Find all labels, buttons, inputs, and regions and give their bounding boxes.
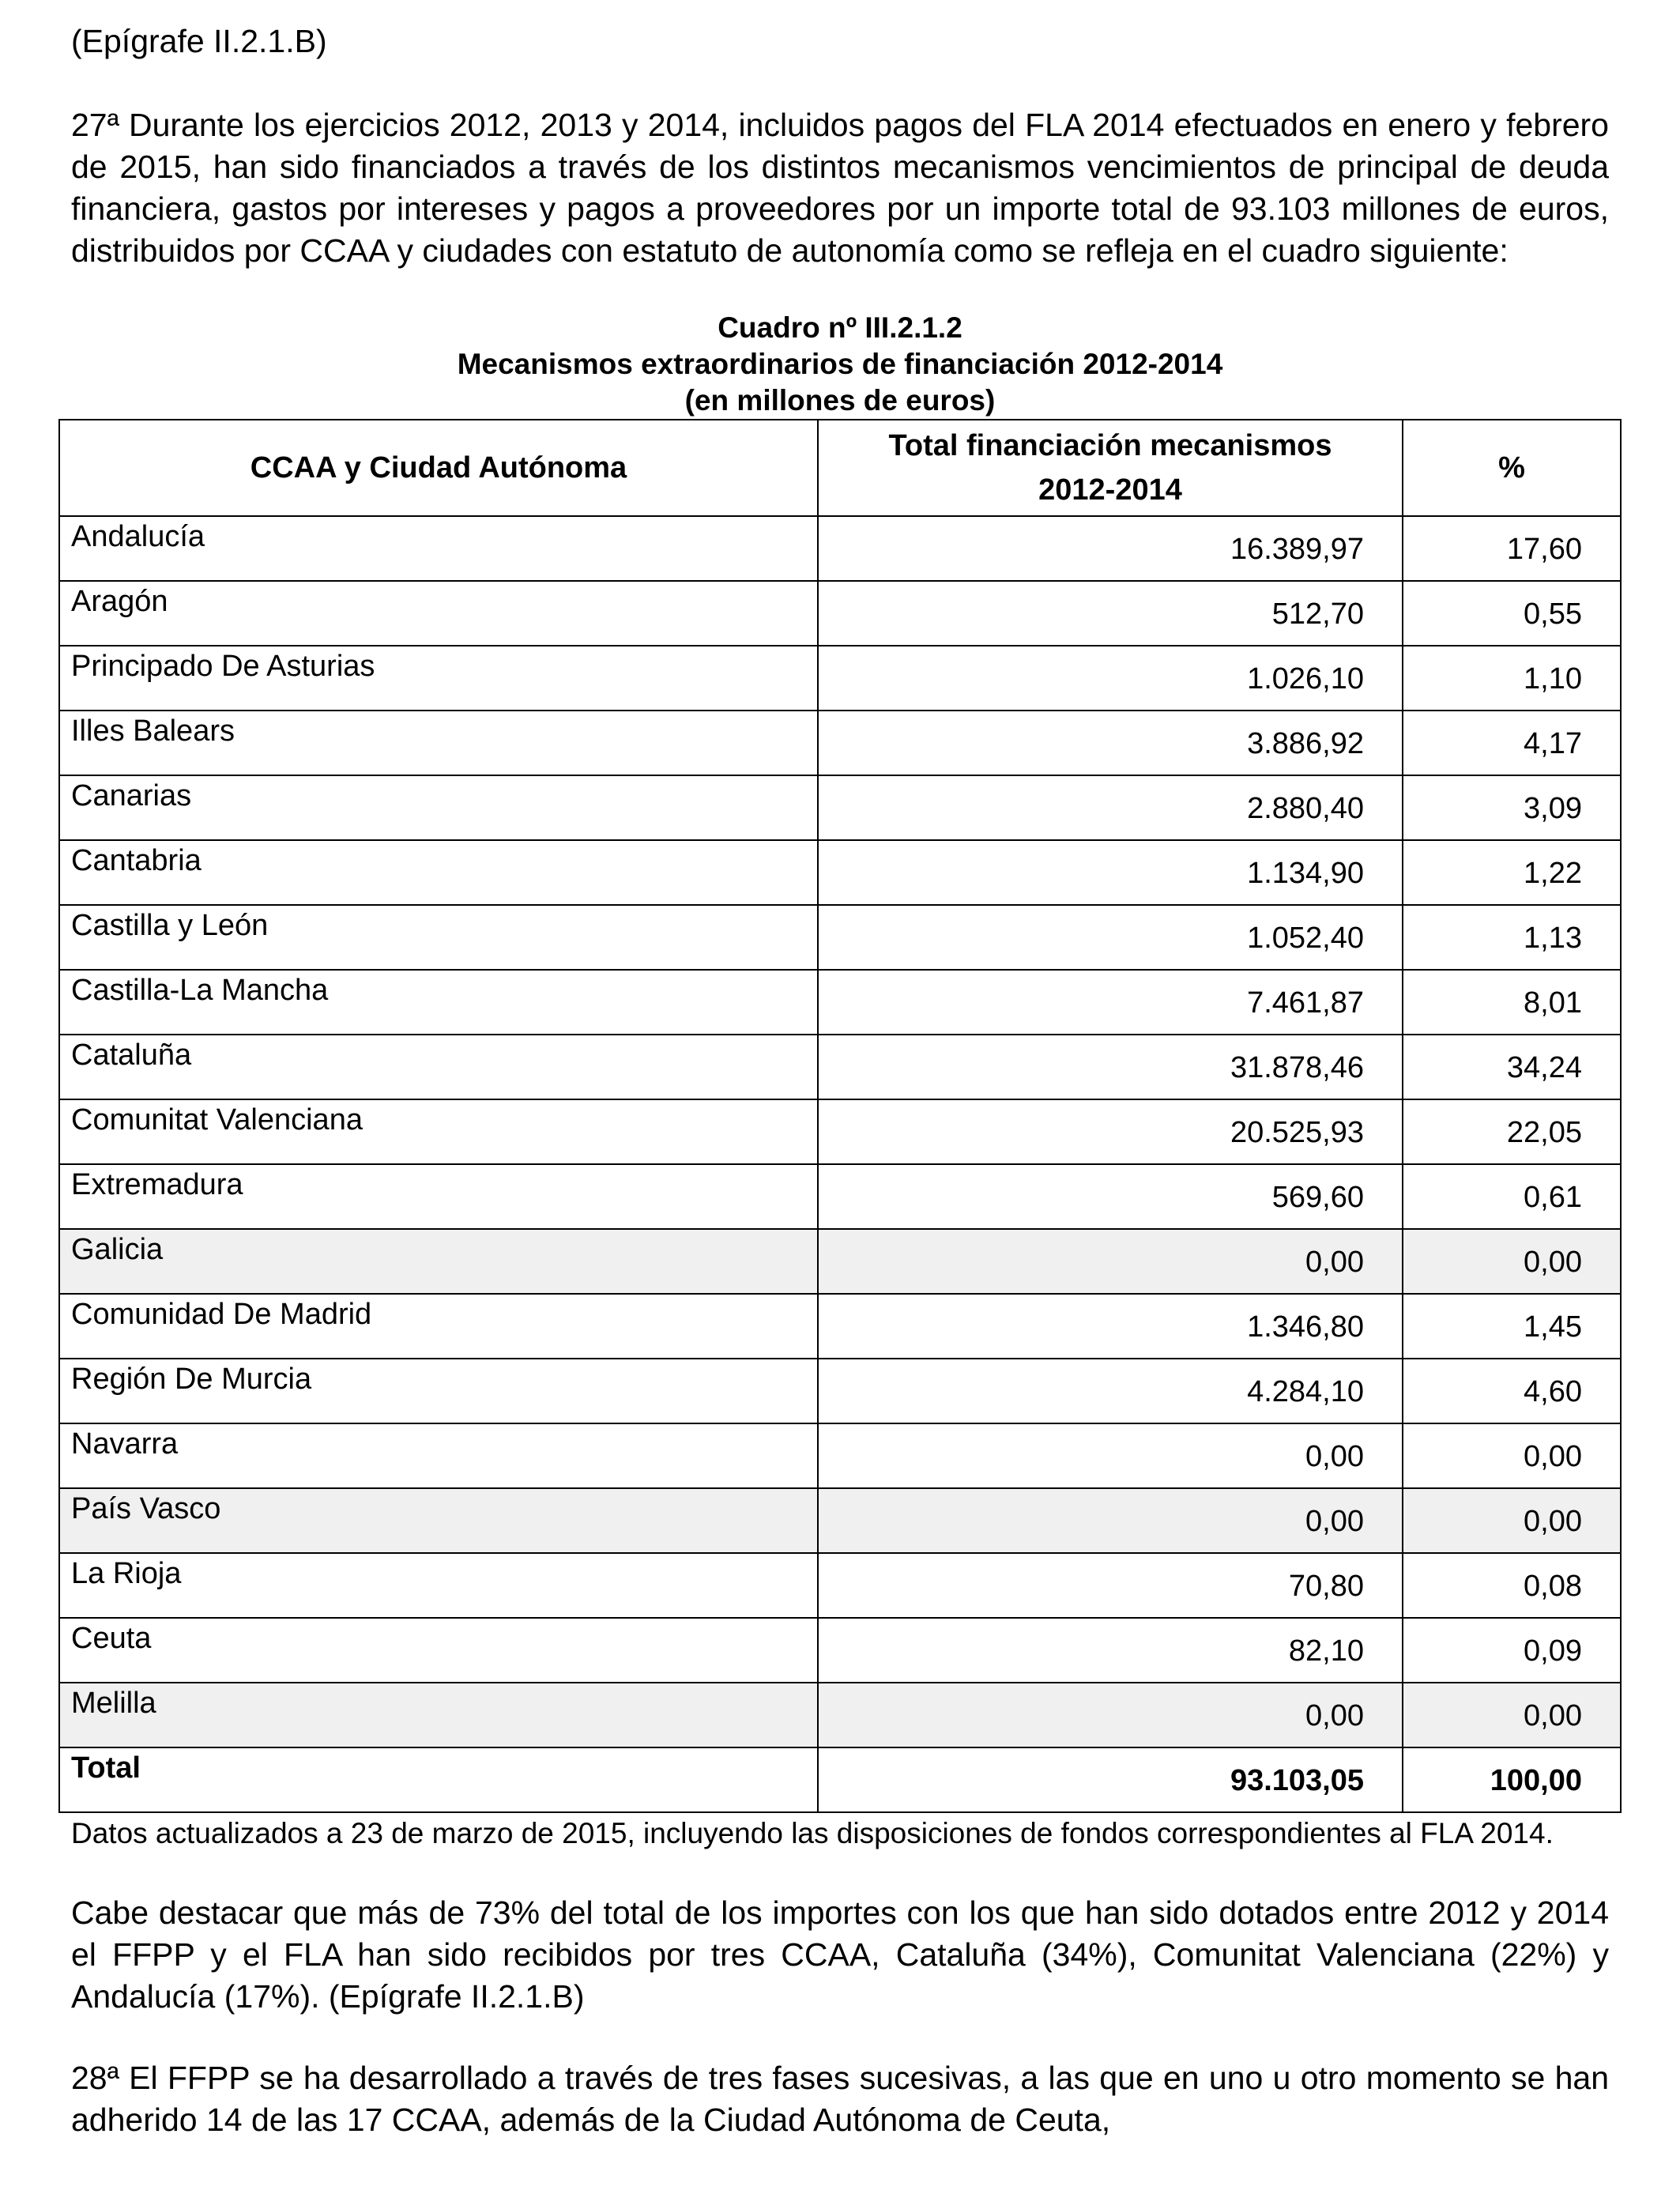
table-caption xyxy=(71,310,1609,419)
row-percent-cell: 0,00 xyxy=(1403,1229,1621,1294)
row-total-cell: 1.346,80 xyxy=(818,1294,1403,1359)
table-row xyxy=(59,581,1621,646)
header-total-line1: Total financiación mecanismos xyxy=(888,429,1332,462)
header-percent: % xyxy=(1403,420,1621,516)
total-label-cell: Total xyxy=(59,1747,818,1812)
row-total-cell: 70,80 xyxy=(818,1553,1403,1618)
row-percent-cell: 0,00 xyxy=(1403,1683,1621,1747)
header-ccaa: CCAA y Ciudad Autónoma xyxy=(59,420,818,516)
row-total-cell: 0,00 xyxy=(818,1488,1403,1553)
row-total-cell: 1.026,10 xyxy=(818,646,1403,711)
row-name-cell: País Vasco xyxy=(59,1488,818,1553)
row-name-cell: Comunitat Valenciana xyxy=(59,1099,818,1164)
total-amount-cell: 93.103,05 xyxy=(818,1747,1403,1812)
row-name-cell: La Rioja xyxy=(59,1553,818,1618)
row-total-cell: 20.525,93 xyxy=(818,1099,1403,1164)
total-percent-cell: 100,00 xyxy=(1403,1747,1621,1812)
table-total-row xyxy=(59,1747,1621,1812)
row-name-cell: Melilla xyxy=(59,1683,818,1747)
table-row xyxy=(59,1099,1621,1164)
row-total-cell: 2.880,40 xyxy=(818,775,1403,840)
row-percent-cell: 0,09 xyxy=(1403,1618,1621,1683)
row-percent-cell: 4,60 xyxy=(1403,1359,1621,1423)
row-name-cell: Canarias xyxy=(59,775,818,840)
table-row xyxy=(59,1359,1621,1423)
row-name-cell: Comunidad De Madrid xyxy=(59,1294,818,1359)
row-name-cell: Castilla y León xyxy=(59,905,818,970)
row-name-cell: Illes Balears xyxy=(59,711,818,775)
table-row xyxy=(59,1683,1621,1747)
caption-number: Cuadro nº III.2.1.2 xyxy=(718,311,962,344)
header-total xyxy=(818,420,1403,516)
table-note: Datos actualizados a 23 de marzo de 2015, incluyendo las disposiciones de fondos correspondientes al FLA 2014. xyxy=(71,1817,1554,1849)
intro-reference: (Epígrafe II.2.1.B) xyxy=(71,23,327,59)
row-name-cell: Castilla-La Mancha xyxy=(59,970,818,1035)
row-total-cell: 0,00 xyxy=(818,1683,1403,1747)
paragraph-28: 28ª El FFPP se ha desarrollado a través de tres fases sucesivas, a las que en uno u otro momento se han adherido 14 de las 17 CCAA, además de la Ciudad Autónoma de Ceuta, xyxy=(71,2060,1609,2138)
table-row xyxy=(59,1423,1621,1488)
document-page xyxy=(71,16,1609,2141)
row-percent-cell: 1,22 xyxy=(1403,840,1621,905)
row-total-cell: 16.389,97 xyxy=(818,516,1403,581)
row-total-cell: 3.886,92 xyxy=(818,711,1403,775)
row-total-cell: 7.461,87 xyxy=(818,970,1403,1035)
table-row xyxy=(59,1553,1621,1618)
row-name-cell: Navarra xyxy=(59,1423,818,1488)
row-percent-cell: 3,09 xyxy=(1403,775,1621,840)
row-percent-cell: 1,45 xyxy=(1403,1294,1621,1359)
row-name-cell: Aragón xyxy=(59,581,818,646)
row-name-cell: Principado De Asturias xyxy=(59,646,818,711)
paragraph-cabe-destacar: Cabe destacar que más de 73% del total de los importes con los que han sido dotados entre 2012 y 2014 el FFPP y el FLA han sido recibidos por tres CCAA, Cataluña (34%), Comunitat Valenciana (22%) y Andalucía (17%). (Epígrafe II.2.1.B) xyxy=(71,1894,1609,2015)
row-total-cell: 31.878,46 xyxy=(818,1035,1403,1099)
row-name-cell: Cataluña xyxy=(59,1035,818,1099)
row-total-cell: 82,10 xyxy=(818,1618,1403,1683)
row-percent-cell: 1,10 xyxy=(1403,646,1621,711)
table-row xyxy=(59,1164,1621,1229)
table-row xyxy=(59,711,1621,775)
row-total-cell: 0,00 xyxy=(818,1423,1403,1488)
row-percent-cell: 22,05 xyxy=(1403,1099,1621,1164)
header-total-line2: 2012-2014 xyxy=(1038,473,1182,507)
row-percent-cell: 1,13 xyxy=(1403,905,1621,970)
row-name-cell: Ceuta xyxy=(59,1618,818,1683)
table-row xyxy=(59,1229,1621,1294)
row-percent-cell: 0,00 xyxy=(1403,1488,1621,1553)
financing-table xyxy=(58,419,1622,1813)
row-percent-cell: 4,17 xyxy=(1403,711,1621,775)
caption-title: Mecanismos extraordinarios de financiación 2012-2014 xyxy=(457,348,1223,380)
table-row xyxy=(59,1488,1621,1553)
row-total-cell: 1.052,40 xyxy=(818,905,1403,970)
table-row xyxy=(59,840,1621,905)
table-row xyxy=(59,905,1621,970)
row-total-cell: 0,00 xyxy=(818,1229,1403,1294)
row-percent-cell: 0,08 xyxy=(1403,1553,1621,1618)
row-percent-cell: 34,24 xyxy=(1403,1035,1621,1099)
caption-units: (en millones de euros) xyxy=(684,384,996,417)
table-row xyxy=(59,646,1621,711)
table-body xyxy=(59,516,1621,1812)
row-name-cell: Extremadura xyxy=(59,1164,818,1229)
row-name-cell: Cantabria xyxy=(59,840,818,905)
row-name-cell: Galicia xyxy=(59,1229,818,1294)
row-percent-cell: 0,61 xyxy=(1403,1164,1621,1229)
paragraph-27: 27ª Durante los ejercicios 2012, 2013 y 2014, incluidos pagos del FLA 2014 efectuados en enero y febrero de 2015, han sido financiados a través de los distintos mecanismos vencimientos de principal de deuda financiera, gastos por intereses y pagos a proveedores por un importe total de 93.103 millones de euros, distribuidos por CCAA y ciudades con estatuto de autonomía como se refleja en el cuadro siguiente: xyxy=(71,107,1609,269)
row-percent-cell: 8,01 xyxy=(1403,970,1621,1035)
row-total-cell: 1.134,90 xyxy=(818,840,1403,905)
table-row xyxy=(59,1294,1621,1359)
row-percent-cell: 0,00 xyxy=(1403,1423,1621,1488)
table-row xyxy=(59,775,1621,840)
table-header-row xyxy=(59,420,1621,516)
table-row xyxy=(59,970,1621,1035)
row-percent-cell: 0,55 xyxy=(1403,581,1621,646)
row-percent-cell: 17,60 xyxy=(1403,516,1621,581)
table-row xyxy=(59,516,1621,581)
row-total-cell: 512,70 xyxy=(818,581,1403,646)
row-total-cell: 569,60 xyxy=(818,1164,1403,1229)
table-row xyxy=(59,1618,1621,1683)
table-row xyxy=(59,1035,1621,1099)
row-name-cell: Andalucía xyxy=(59,516,818,581)
row-name-cell: Región De Murcia xyxy=(59,1359,818,1423)
row-total-cell: 4.284,10 xyxy=(818,1359,1403,1423)
